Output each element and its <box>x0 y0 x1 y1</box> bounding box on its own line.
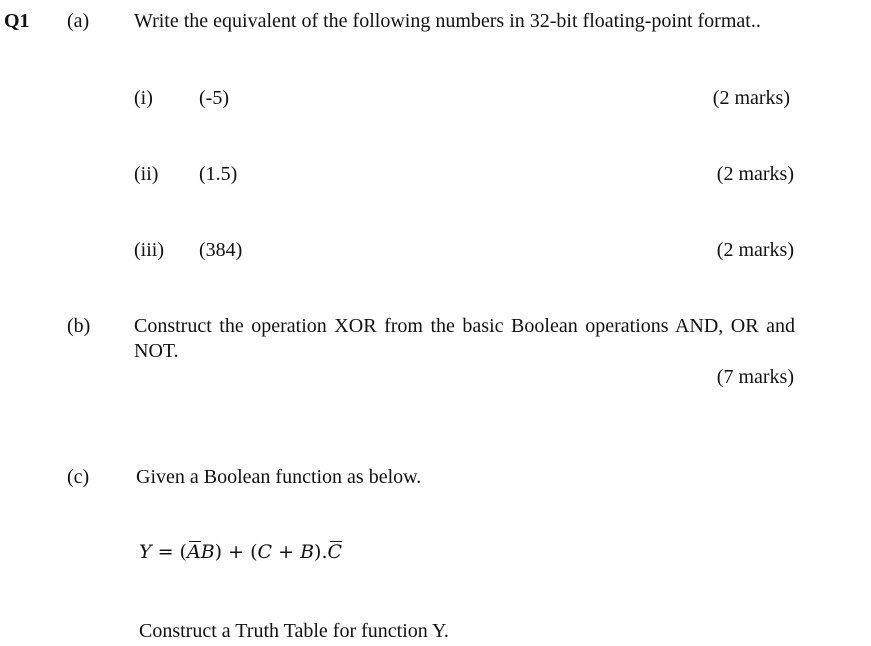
item-label: (i) <box>134 87 153 109</box>
formula-paren: ) <box>214 541 223 563</box>
formula-c: C <box>257 541 273 563</box>
item-label: (ii) <box>134 163 159 185</box>
item-label: (iii) <box>134 239 164 261</box>
question-number: Q1 <box>4 10 30 32</box>
formula-a-bar: A <box>186 541 201 563</box>
part-c-label: (c) <box>67 466 90 488</box>
item-marks: (2 marks) <box>716 163 794 185</box>
formula-b: B <box>200 541 215 563</box>
part-c-instruction: Construct a Truth Table for function Y. <box>139 620 449 642</box>
formula-paren: ( <box>250 541 258 563</box>
formula-lhs: Y <box>139 541 152 563</box>
item-marks: (2 marks) <box>716 239 794 261</box>
item-value: (-5) <box>199 87 229 109</box>
formula-plus: + <box>272 541 301 563</box>
formula-c-bar: C <box>327 541 343 563</box>
formula-plus: + <box>222 541 251 563</box>
formula-paren: ( <box>179 541 187 563</box>
item-value: (1.5) <box>199 163 238 185</box>
formula-dot: . <box>321 541 328 563</box>
part-b-text: Construct the operation XOR from the basic Boolean operations AND, OR and NOT. <box>134 315 795 362</box>
formula-b: B <box>300 541 315 563</box>
part-a-text: Write the equivalent of the following numbers in 32-bit floating-point format.. <box>134 10 761 32</box>
item-value: (384) <box>199 239 243 261</box>
part-b-label: (b) <box>67 315 91 337</box>
item-marks: (2 marks) <box>712 87 790 109</box>
formula-equals: = <box>151 541 180 563</box>
part-a-label: (a) <box>67 10 90 32</box>
formula-paren: ) <box>314 541 322 563</box>
part-c-intro: Given a Boolean function as below. <box>136 466 422 488</box>
boolean-formula <box>139 540 342 565</box>
part-b-marks: (7 marks) <box>716 366 794 388</box>
